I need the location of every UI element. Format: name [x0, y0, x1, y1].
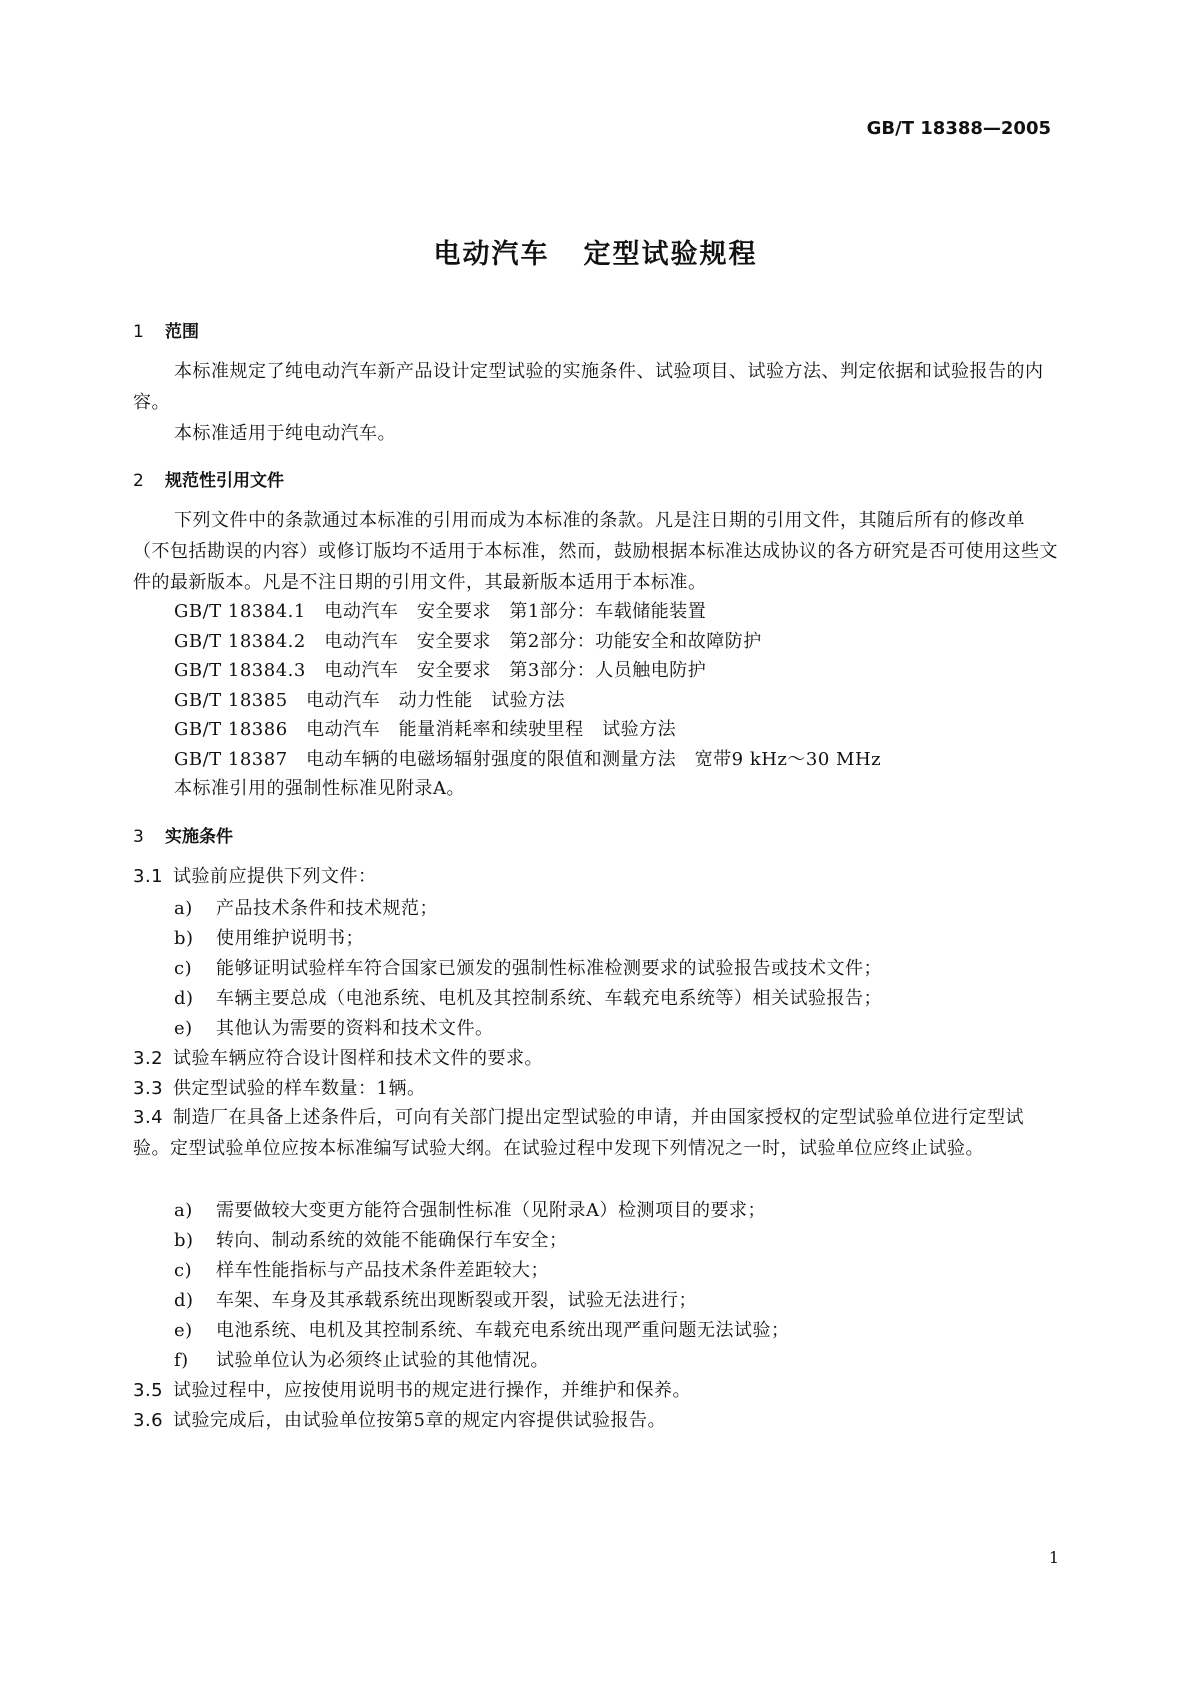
- section-1-heading: [133, 317, 199, 342]
- clause-text: 试验前应提供下列文件：: [173, 866, 377, 887]
- page-number: 1: [1048, 1548, 1059, 1567]
- clause-3-5: [133, 1376, 691, 1402]
- reference-item: GB/T 18387 电动车辆的电磁场辐射强度的限值和测量方法 宽带9 kHz～30 MHz: [174, 749, 882, 770]
- clause-3-6: [133, 1406, 666, 1432]
- list-label: d): [174, 988, 194, 1009]
- reference-item: GB/T 18386 电动汽车 能量消耗率和续驶里程 试验方法: [174, 719, 677, 740]
- reference-item: GB/T 18384.1 电动汽车 安全要求 第1部分：车载储能装置: [174, 601, 707, 622]
- reference-item: GB/T 18385 电动汽车 动力性能 试验方法: [174, 690, 566, 711]
- list-text: 车架、车身及其承载系统出现断裂或开裂，试验无法进行；: [216, 1290, 697, 1311]
- clause-3-3: [133, 1074, 425, 1100]
- standard-code: GB/T 18388—2005: [866, 118, 1051, 139]
- section-1-paragraph-1: 本标准规定了纯电动汽车新产品设计定型试验的实施条件、试验项目、试验方法、判定依据和试验报告的内容。: [133, 361, 1044, 413]
- title-part-2: 定型试验规程: [583, 239, 758, 270]
- list-label: b): [174, 1230, 194, 1251]
- list-text: 使用维护说明书；: [216, 928, 364, 949]
- clause-3-1: [133, 862, 377, 888]
- list-label: f): [174, 1350, 189, 1371]
- list-item: [174, 1256, 549, 1282]
- document-title: [0, 232, 1191, 271]
- list-item: [174, 894, 438, 920]
- list-text: 其他认为需要的资料和技术文件。: [216, 1018, 494, 1039]
- list-item: [174, 924, 364, 950]
- list-label: c): [174, 958, 193, 979]
- section-title: 范围: [165, 322, 199, 342]
- section-3-heading: [133, 822, 233, 847]
- clause-number: 3.4: [133, 1107, 164, 1128]
- clause-number: 3.3: [133, 1078, 164, 1099]
- clause-text: 试验完成后，由试验单位按第5章的规定内容提供试验报告。: [173, 1410, 666, 1431]
- list-label: a): [174, 1200, 193, 1221]
- list-item: [174, 1226, 568, 1252]
- list-item: [174, 984, 882, 1010]
- clause-3-4: [133, 1102, 1060, 1164]
- title-part-1: 电动汽车: [433, 239, 550, 270]
- clause-number: 3.6: [133, 1410, 164, 1431]
- list-item: [174, 1316, 790, 1342]
- list-label: e): [174, 1320, 193, 1341]
- section-title: 规范性引用文件: [165, 471, 284, 491]
- section-2-heading: [133, 466, 284, 491]
- list-text: 转向、制动系统的效能不能确保行车安全；: [216, 1230, 568, 1251]
- list-text: 需要做较大变更方能符合强制性标准（见附录A）检测项目的要求；: [216, 1200, 766, 1221]
- list-label: b): [174, 928, 194, 949]
- clause-number: 3.5: [133, 1380, 164, 1401]
- clause-number: 3.1: [133, 866, 164, 887]
- list-text: 产品技术条件和技术规范；: [216, 898, 438, 919]
- clause-number: 3.2: [133, 1048, 164, 1069]
- clause-text: 制造厂在具备上述条件后，可向有关部门提出定型试验的申请，并由国家授权的定型试验单位进行定型试验。定型试验单位应按本标准编写试验大纲。在试验过程中发现下列情况之一时，试验单位应终止试验。: [133, 1107, 1024, 1159]
- clause-text: 试验过程中，应按使用说明书的规定进行操作，并维护和保养。: [173, 1380, 691, 1401]
- list-text: 能够证明试验样车符合国家已颁发的强制性标准检测要求的试验报告或技术文件；: [216, 958, 882, 979]
- list-text: 车辆主要总成（电池系统、电机及其控制系统、车载充电系统等）相关试验报告；: [216, 988, 882, 1009]
- section-number: 2: [133, 471, 144, 491]
- list-text: 样车性能指标与产品技术条件差距较大；: [216, 1260, 549, 1281]
- clause-text: 试验车辆应符合设计图样和技术文件的要求。: [173, 1048, 543, 1069]
- reference-item: GB/T 18384.3 电动汽车 安全要求 第3部分：人员触电防护: [174, 660, 707, 681]
- clause-3-2: [133, 1044, 543, 1070]
- normative-annex-note: 本标准引用的强制性标准见附录A。: [174, 778, 465, 799]
- list-label: a): [174, 898, 193, 919]
- list-item: [174, 954, 882, 980]
- list-item: [174, 1286, 697, 1312]
- list-text: 试验单位认为必须终止试验的其他情况。: [216, 1350, 549, 1371]
- clause-text: 供定型试验的样车数量：1辆。: [173, 1078, 426, 1099]
- section-number: 1: [133, 322, 144, 342]
- section-title: 实施条件: [165, 827, 233, 847]
- section-2-paragraph: 下列文件中的条款通过本标准的引用而成为本标准的条款。凡是注日期的引用文件，其随后所有的修改单（不包括勘误的内容）或修订版均不适用于本标准，然而，鼓励根据本标准达成协议的各方研究是否可使用这些文件的最新版本。凡是不注日期的引用文件，其最新版本适用于本标准。: [133, 510, 1058, 593]
- list-item: [174, 1014, 494, 1040]
- list-label: c): [174, 1260, 193, 1281]
- list-item: [174, 1196, 766, 1222]
- list-label: d): [174, 1290, 194, 1311]
- section-1-paragraph-2: 本标准适用于纯电动汽车。: [174, 423, 396, 444]
- reference-item: GB/T 18384.2 电动汽车 安全要求 第2部分：功能安全和故障防护: [174, 631, 762, 652]
- list-item: [174, 1346, 549, 1372]
- list-label: e): [174, 1018, 193, 1039]
- section-number: 3: [133, 827, 144, 847]
- list-text: 电池系统、电机及其控制系统、车载充电系统出现严重问题无法试验；: [216, 1320, 790, 1341]
